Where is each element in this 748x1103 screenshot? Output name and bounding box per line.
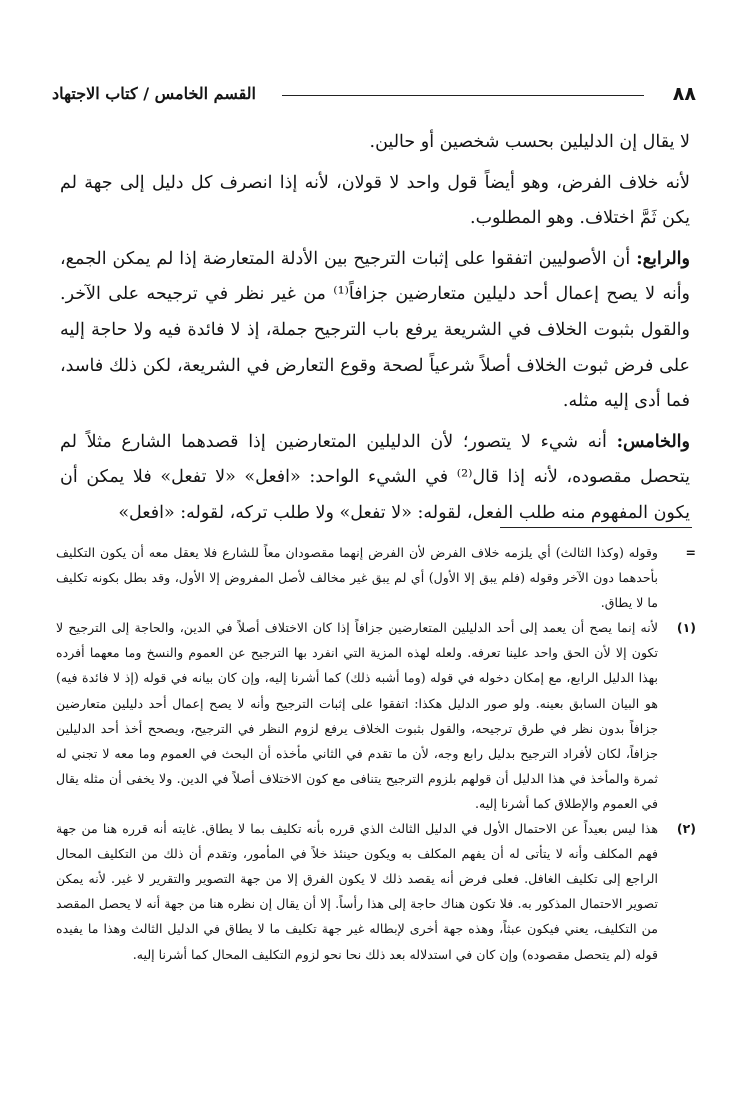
footnote-continuation bbox=[56, 540, 696, 615]
footnotes bbox=[56, 540, 696, 967]
paragraph-lead: والرابع: bbox=[636, 248, 690, 269]
footnote-separator bbox=[500, 527, 692, 528]
footnote-2 bbox=[56, 816, 696, 967]
footnote-text: وقوله (وكذا الثالث) أي يلزمه خلاف الفرض لأن الفرض إنهما مقصودان معاً للشارع فلا يعقل معه أن يكون التكليف بأحدهما دون الآخر وقوله (فلم يبق إلا الأول) أي لم يبق غير مخالف لأصل المفروض إلا الأول، وقد بطل بكونه تكليف ما لا يطاق. bbox=[56, 545, 658, 611]
footnote-marker: = bbox=[685, 545, 696, 560]
page-number: ٨٨ bbox=[672, 83, 696, 105]
paragraph-text: أنه شيء لا يتصور؛ لأن الدليلين المتعارضين إذا قصدهما الشارع مثلاً لم يتحصل مقصوده، لأنه إذا قال⁽²⁾ في الشيء الواحد: «افعل» «لا تفعل» فلا يمكن أن يكون المفهوم منه طلب الفعل، لقوله: «لا تفعل» ولا طلب تركه، لقوله: «افعل» bbox=[60, 431, 690, 523]
running-title: القسم الخامس / كتاب الاجتهاد bbox=[52, 84, 256, 103]
footnote-text: لأنه إنما يصح أن يعمد إلى أحد الدليلين المتعارضين جزافاً إذا كان الاختلاف أصلاً في الدين، والحاجة إلى الترجيح لا تكون إلا لأن الحق واحد علينا تعرفه. ولعله لهذه المزية التي انفرد بها الترجيح عن العموم والنسخ وما معهما أفرده بهذا الدليل الرابع، مع إمكان دخوله في قوله (وما أشبه ذلك) كما أشرنا إليه، وإن كان بيانه في قوله (إذ لا فائدة فيه) هو البيان السابق بعينه. ولو صور الدليل هكذا: اتفقوا على إثبات الترجيح وأنه لا يصح إعمال أحد دليلين متعارضين جزافاً بدون نظر في طرق ترجيحه، والقول بثبوت الخلاف يرفع لزوم النظر في الترجيح، ويصحح أخذ أحد الدليلين جزافاً، لكان لأفراد الترجيح بدليل رابع وجه، لأن ما تقدم في الثاني مأخذه أن البحث في العموم وما معه لا تجني له ثمرة والمأخذ في هذا الدليل أن قولهم بلزوم الترجيح يتنافى مع كون الاختلاف أصلاً في الدين. ولا يخفى أن مثله يقال في العموم والإطلاق كما أشرنا إليه. bbox=[56, 620, 658, 811]
paragraph bbox=[60, 425, 690, 532]
footnote-1 bbox=[56, 615, 696, 816]
main-text bbox=[60, 125, 690, 537]
footnote-marker: (١) bbox=[676, 620, 696, 636]
paragraph bbox=[60, 166, 690, 237]
running-header bbox=[52, 82, 696, 108]
footnote-text: هذا ليس بعيداً عن الاحتمال الأول في الدليل الثالث الذي قرره بأنه تكليف بما لا يطاق. غايته أنه قرره هنا من جهة فهم المكلف وأنه لا يتأتى له أن يفهم المكلف به ويكون حينئذ خلاً في المأمور، وتقدم أن ذلك من التكليف المحال الراجع إلى تكليف الغافل. فعلى فرض أنه يقصد ذلك لا يكون الفرق إلا من جهة التصوير والتقرير لا غير. لأنه يمكن تصوير الاحتمال المذكور به. فلا تكون هناك حاجة إلى هذا رأساً. إلا أن يقال إن نظره هنا من جهة أنه لا يحصل المقصد من التكليف، يعني فيكون عبثاً، وهذه جهة أخرى لإبطاله غير جهة تكليف ما لا يطاق في الدليل الثالث وهذا ما يفيده قوله (لم يتحصل مقصوده) وإن كان في استدلاله بعد ذلك نحا نحو لزوم التكليف المحال كما أشرنا إليه. bbox=[56, 821, 658, 962]
paragraph bbox=[60, 125, 690, 161]
paragraph-lead: والخامس: bbox=[616, 431, 690, 452]
paragraph-text: أن الأصوليين اتفقوا على إثبات الترجيح بين الأدلة المتعارضة إذا لم يمكن الجمع، وأنه لا يصح إعمال أحد دليلين متعارضين جزافاً⁽¹⁾ من غير نظر في ترجيحه على الآخر. والقول بثبوت الخلاف في الشريعة يرفع باب الترجيح جملة، إذ لا فائدة فيه ولا حاجة إليه على فرض ثبوت الخلاف أصلاً شرعياً لصحة وقوع التعارض في الشريعة، لكن ذلك فاسد، فما أدى إليه مثله. bbox=[60, 248, 691, 412]
paragraph bbox=[60, 242, 690, 420]
footnote-marker: (٢) bbox=[676, 821, 696, 837]
header-rule bbox=[282, 95, 644, 96]
paragraph-text: لأنه خلاف الفرض، وهو أيضاً قول واحد لا قولان، لأنه إذا انصرف كل دليل إلى جهة لم يكن ثَمَّ اختلاف. وهو المطلوب. bbox=[60, 172, 690, 229]
paragraph-text: لا يقال إن الدليلين بحسب شخصين أو حالين. bbox=[369, 132, 690, 152]
